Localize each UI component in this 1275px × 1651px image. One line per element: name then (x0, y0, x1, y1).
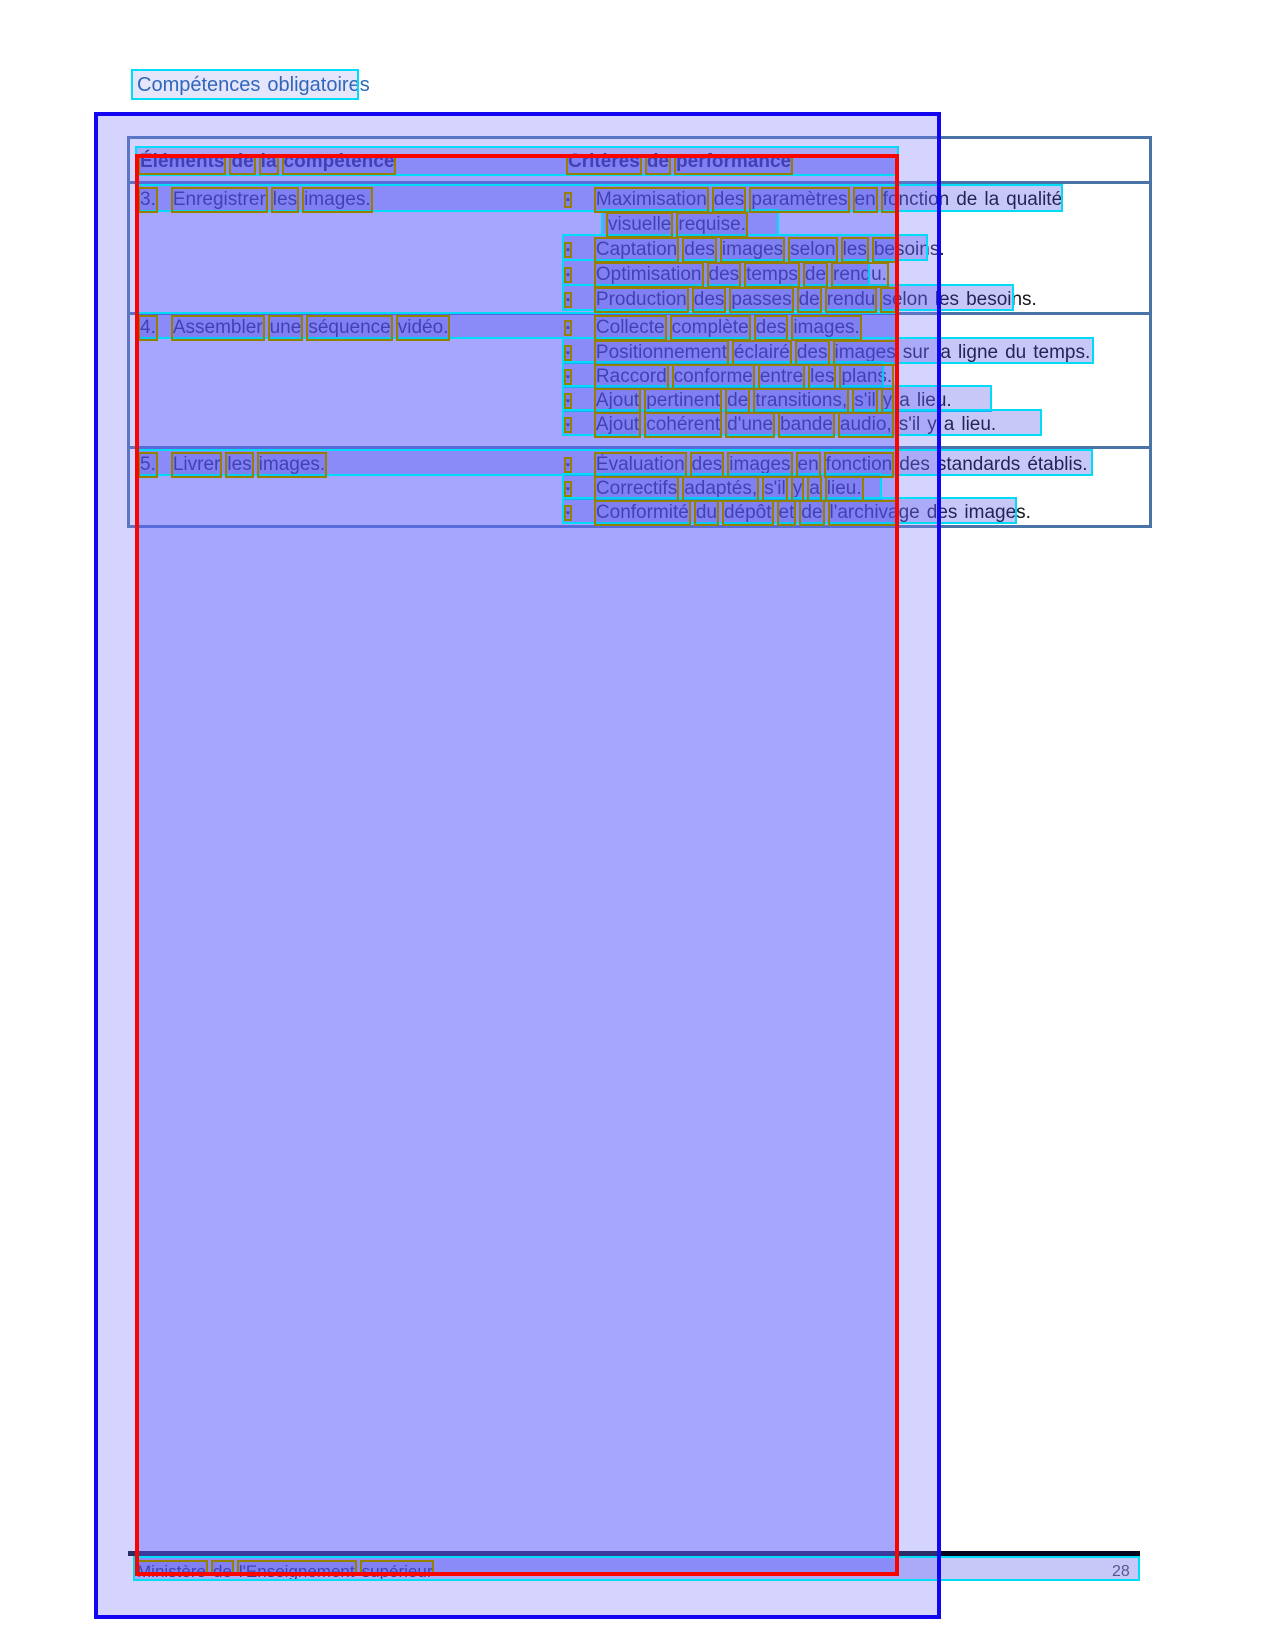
word: rendu (826, 289, 876, 310)
word: fonction (825, 454, 893, 475)
word: ligne (957, 342, 999, 363)
word: des (713, 189, 745, 210)
word: images. (964, 502, 1031, 523)
word: de (804, 264, 827, 285)
ocr-line-highlight (131, 69, 359, 100)
word: dépôt (723, 502, 772, 523)
word: Critères (568, 151, 640, 172)
word: 3. (140, 189, 156, 210)
word: 28 (1112, 1563, 1130, 1580)
word: selon (882, 289, 928, 310)
bullet-icon: ▪ (566, 269, 570, 281)
word: visuelle (608, 214, 672, 235)
word: passes (731, 289, 792, 310)
word: performance (676, 151, 792, 172)
word: complète (671, 317, 749, 338)
word: paramètres (751, 189, 848, 210)
word: établis. (1027, 454, 1088, 475)
word: fonction (882, 189, 950, 210)
word: la (260, 151, 277, 172)
word: s'il (764, 478, 786, 499)
word: y (882, 390, 893, 411)
word: lieu. (961, 414, 997, 435)
word: Compétences (137, 73, 261, 96)
word: Conformité (595, 502, 689, 523)
word: sur (902, 342, 930, 363)
word: Optimisation (595, 264, 702, 285)
word: Maximisation (595, 189, 707, 210)
word: d'une (727, 414, 774, 435)
word: a (943, 414, 955, 435)
word: compétence (283, 151, 395, 172)
word: des (796, 342, 828, 363)
word: Assembler (172, 317, 263, 338)
word: de (801, 502, 823, 523)
bullet-icon: ▪ (566, 322, 570, 334)
word: éclairé (733, 342, 790, 363)
word: y (792, 478, 803, 499)
word: l'Enseignement (238, 1562, 355, 1581)
bullet-icon: ▪ (566, 244, 570, 256)
bullet-icon: ▪ (566, 294, 570, 306)
word: besoins. (873, 239, 945, 260)
word: Éléments (140, 151, 225, 172)
word: audio, (839, 414, 892, 435)
word: des (684, 239, 715, 260)
word: Raccord (595, 366, 667, 387)
word: selon (790, 239, 836, 260)
word: les (934, 289, 960, 310)
word: l'archivage (829, 502, 920, 523)
word: de (646, 151, 670, 172)
word: lieu. (826, 478, 862, 499)
word: du (1005, 342, 1027, 363)
word: images. (258, 454, 326, 475)
word: images. (304, 189, 371, 210)
word: conforme (673, 366, 753, 387)
word: pertinent (646, 390, 721, 411)
word: besoins. (966, 289, 1037, 310)
word: et (778, 502, 795, 523)
word: lieu. (916, 390, 952, 411)
word: des (899, 454, 930, 475)
word: Ajout (595, 414, 640, 435)
word: de (727, 390, 749, 411)
word: de (231, 151, 254, 172)
word: en (854, 189, 876, 210)
word: des (708, 264, 740, 285)
word: des (691, 454, 723, 475)
outer-annotation-rect (94, 112, 941, 1619)
word: vidéo. (397, 317, 449, 338)
word: supérieur (361, 1562, 433, 1581)
word: obligatoires (267, 73, 370, 96)
word: une (269, 317, 302, 338)
bullet-icon: ▪ (566, 483, 570, 495)
word: les (227, 454, 252, 475)
word: images. (793, 317, 860, 338)
word: requise. (678, 214, 746, 235)
word: les (842, 239, 867, 260)
word: temps. (1033, 342, 1091, 363)
word: transitions, (755, 390, 848, 411)
word: Livrer (172, 454, 221, 475)
bullet-icon: ▪ (566, 347, 570, 359)
word: standards (936, 454, 1021, 475)
word: Ministère (137, 1562, 206, 1581)
word: la (984, 189, 1000, 210)
word: adaptés, (684, 478, 758, 499)
word: a (899, 390, 910, 411)
word: images (729, 454, 791, 475)
word: du (695, 502, 717, 523)
word: séquence (308, 317, 391, 338)
word: les (810, 366, 835, 387)
word: les (272, 189, 298, 210)
word: Ajout (595, 390, 640, 411)
word: cohérent (646, 414, 721, 435)
word: Enregistrer (172, 189, 266, 210)
word: de (956, 189, 978, 210)
word: de (798, 289, 820, 310)
word: y (927, 414, 937, 435)
word: images (834, 342, 896, 363)
word: des (755, 317, 787, 338)
word: Positionnement (595, 342, 727, 363)
bullet-icon: ▪ (566, 419, 570, 431)
word: qualité (1006, 189, 1063, 210)
word: Collecte (595, 317, 665, 338)
bullet-icon: ▪ (566, 194, 570, 206)
word: 5. (140, 454, 156, 475)
word: des (693, 289, 725, 310)
word: temps (746, 264, 798, 285)
word: images (721, 239, 784, 260)
word: 4. (140, 317, 156, 338)
bullet-icon: ▪ (566, 459, 570, 471)
word: a (809, 478, 820, 499)
word: de (212, 1562, 232, 1581)
bullet-icon: ▪ (566, 371, 570, 383)
word: s'il (898, 414, 921, 435)
word: rendu. (833, 264, 887, 285)
word: Production (595, 289, 687, 310)
word: des (926, 502, 958, 523)
word: la (936, 342, 951, 363)
word: Captation (595, 239, 678, 260)
word: en (797, 454, 819, 475)
word: plans. (841, 366, 893, 387)
bullet-icon: ▪ (566, 395, 570, 407)
word: Évaluation (595, 454, 685, 475)
bullet-icon: ▪ (566, 507, 570, 519)
word: Correctifs (595, 478, 678, 499)
word: bande (780, 414, 833, 435)
word: entre (759, 366, 804, 387)
word: s'il (854, 390, 876, 411)
